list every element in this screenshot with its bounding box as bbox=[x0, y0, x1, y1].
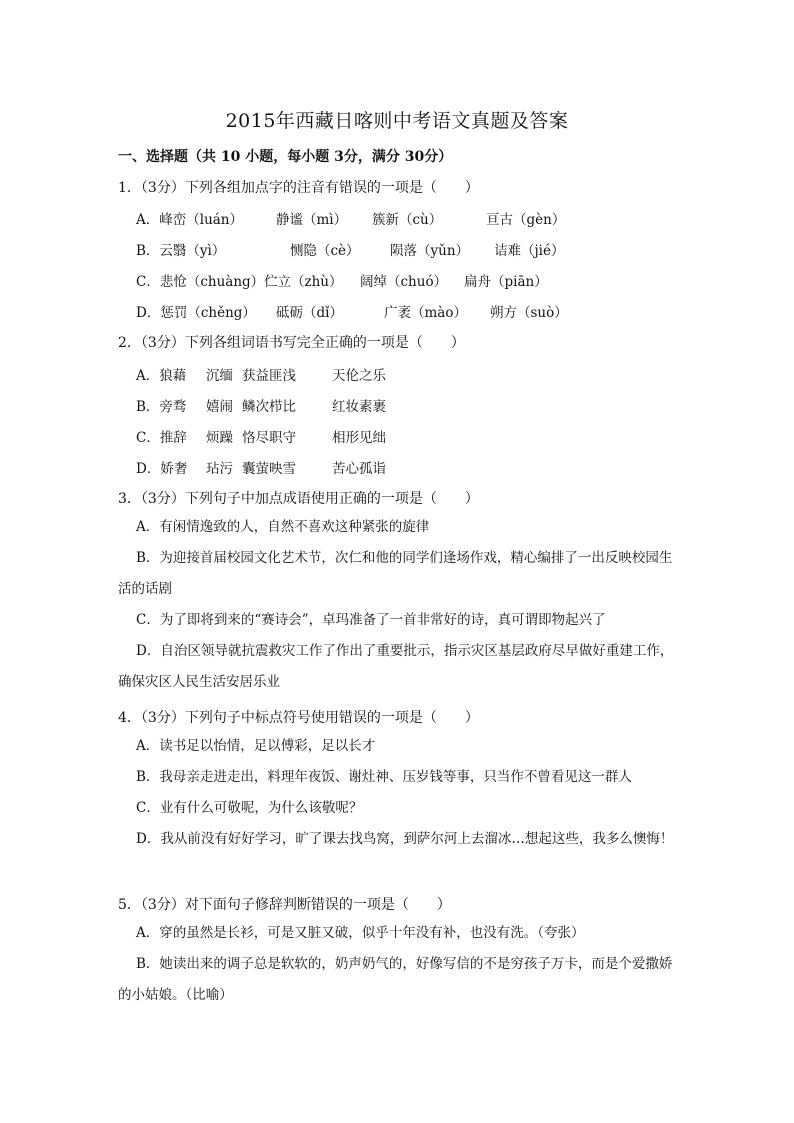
question-4-option-c: C．业有什么可敬呢，为什么该敬呢？ bbox=[136, 800, 363, 816]
question-3-option-c: C．为了即将到来的“赛诗会”，卓玛准备了一首非常好的诗，真可谓即物起兴了 bbox=[136, 612, 606, 628]
question-3-stem: 3．（3分）下列句子中加点成语使用正确的一项是（ ） bbox=[118, 491, 479, 507]
question-3-option-d: D．自治区领导就抗震救灾工作了作出了重要批示，指示灾区基层政府尽早做好重建工作，确保灾区人民生活安居乐业 bbox=[118, 643, 674, 690]
question-2-stem: 2．（3分）下列各组词语书写完全正确的一项是（ ） bbox=[118, 335, 465, 351]
option-item: 获益匪浅 bbox=[242, 368, 296, 384]
option-item: A．狼藉 bbox=[136, 368, 187, 384]
option-item: 苦心孤诣 bbox=[332, 461, 386, 477]
option-item: B．旁骛 bbox=[136, 399, 187, 415]
question-1-stem: 1．（3分）下列各组加点字的注音有错误的一项是（ ） bbox=[118, 180, 479, 196]
option-item: 嬉闹 bbox=[206, 399, 233, 415]
option-item: 红妆素裹 bbox=[332, 399, 386, 415]
option-item: D．娇奢 bbox=[136, 461, 188, 477]
question-1-option-c bbox=[136, 270, 548, 290]
question-2-option-c bbox=[136, 426, 386, 446]
option-item: 朔方（suò） bbox=[490, 305, 568, 321]
section-heading: 一、选择题（共 10 小题，每小题 3分，满分 30分） bbox=[118, 149, 453, 165]
option-item: 陨落（yǔn） bbox=[390, 243, 470, 259]
option-item: 伫立（zhù） bbox=[264, 274, 343, 290]
option-item: B．云翳（yì） bbox=[136, 243, 226, 259]
question-4-option-b: B．我母亲走进走出，料理年夜饭、谢灶神、压岁钱等事，只当作不曾看见这一群人 bbox=[136, 769, 632, 785]
question-5-option-b: B．她读出来的调子总是软软的，奶声奶气的，好像写信的不是穷孩子万卡，而是个爱撒娇的小姑娘。（比喻） bbox=[118, 956, 673, 1003]
question-3-option-b: B．为迎接首届校园文化艺术节，次仁和他的同学们逢场作戏，精心编排了一出反映校园生活的话剧 bbox=[118, 550, 673, 597]
option-item: 簇新（cù） bbox=[372, 212, 443, 228]
option-item: D．惩罚（chěng） bbox=[136, 305, 256, 321]
option-item: 烦躁 bbox=[206, 430, 233, 446]
option-item: 静谧（mì） bbox=[276, 212, 348, 228]
option-item: 恪尽职守 bbox=[242, 430, 296, 446]
option-item: 恻隐（cè） bbox=[290, 243, 360, 259]
question-4-option-a: A．读书足以怡情，足以傅彩，足以长才 bbox=[136, 738, 376, 754]
question-2-option-d bbox=[136, 457, 386, 477]
question-5-stem: 5．（3分）对下面句子修辞判断错误的一项是（ ） bbox=[118, 897, 451, 913]
option-item: 沉缅 bbox=[206, 368, 233, 384]
question-4-stem: 4．（3分）下列句子中标点符号使用错误的一项是（ ） bbox=[118, 710, 479, 726]
option-item: 亘古（gèn） bbox=[486, 212, 566, 228]
question-1-option-b bbox=[136, 239, 565, 259]
question-4-option-d: D．我从前没有好好学习，旷了课去找鸟窝，到萨尔河上去溜冰…想起这些，我多么懊悔！ bbox=[136, 831, 674, 847]
question-1-option-d bbox=[136, 301, 568, 321]
option-item: C．悲怆（chuàng） bbox=[136, 274, 265, 290]
option-item: 囊萤映雪 bbox=[242, 461, 296, 477]
option-item: 砥砺（dǐ） bbox=[276, 305, 343, 321]
question-1-option-a bbox=[136, 208, 565, 228]
option-item: 相形见绌 bbox=[332, 430, 386, 446]
option-item: 广袤（mào） bbox=[384, 305, 467, 321]
option-item: 玷污 bbox=[206, 461, 233, 477]
option-item: C．推辞 bbox=[136, 430, 187, 446]
option-item: 鳞次栉比 bbox=[242, 399, 296, 415]
option-item: 扁舟（piān） bbox=[464, 274, 548, 290]
question-3-option-a: A．有闲情逸致的人，自然不喜欢这种紧张的旋律 bbox=[136, 519, 430, 535]
question-5-option-a: A．穿的虽然是长衫，可是又脏又破，似乎十年没有补，也没有洗。（夸张） bbox=[136, 925, 585, 941]
option-item: 天伦之乐 bbox=[332, 368, 386, 384]
option-item: 诘难（jié） bbox=[494, 243, 565, 259]
option-item: A．峰峦（luán） bbox=[136, 212, 244, 228]
question-2-option-b bbox=[136, 395, 386, 415]
document-title: 2015年西藏日喀则中考语文真题及答案 bbox=[225, 110, 569, 132]
question-2-option-a bbox=[136, 364, 386, 384]
option-item: 阔绰（chuó） bbox=[360, 274, 448, 290]
